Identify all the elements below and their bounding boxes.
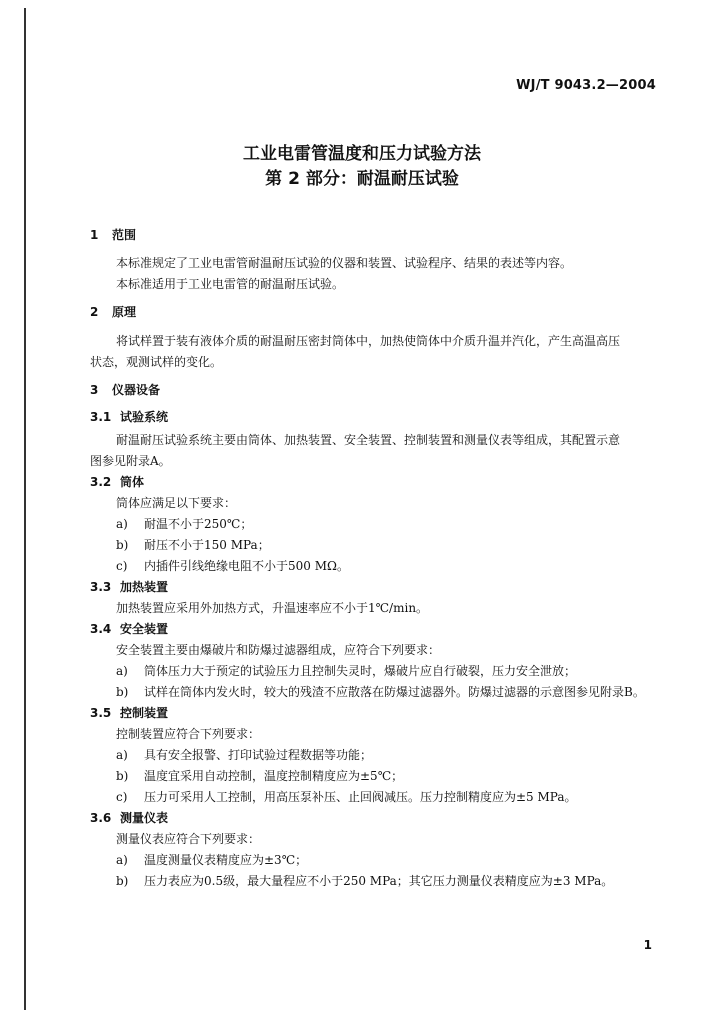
list-item-mark: a) [116, 664, 128, 678]
list-item [116, 788, 576, 805]
section-number: 3.2 [90, 475, 112, 489]
section-3-6-heading [90, 809, 168, 826]
list-item-text: 内插件引线绝缘电阻不小于500 MΩ。 [144, 559, 349, 573]
section-title: 控制装置 [120, 706, 169, 720]
section-number: 3 [90, 383, 99, 397]
list-item [116, 872, 613, 889]
section-title: 范围 [112, 228, 137, 242]
section-title: 原理 [112, 305, 137, 319]
list-item-mark: c) [116, 559, 128, 573]
section-title: 安全装置 [120, 622, 169, 636]
section-title: 测量仪表 [120, 811, 169, 825]
section-3-1-heading [90, 408, 168, 425]
list-item-text: 耐温不小于250℃； [144, 517, 253, 531]
sub-title: 第 2 部分：耐温耐压试验 [265, 169, 459, 189]
list-item-text: 具有安全报警、打印试验过程数据等功能； [144, 748, 373, 762]
section-1-paragraph-1: 本标准规定了工业电雷管耐温耐压试验的仪器和装置、试验程序、结果的表述等内容。 [116, 256, 573, 270]
list-item [116, 557, 349, 574]
list-item-text: 温度测量仪表精度应为±3℃； [144, 853, 308, 867]
section-3-heading [90, 381, 160, 398]
section-1-paragraph-2: 本标准适用于工业电雷管的耐温耐压试验。 [116, 277, 345, 291]
section-3-6-intro: 测量仪表应符合下列要求： [116, 832, 261, 846]
section-title: 试验系统 [120, 410, 169, 424]
document-code: WJ/T 9043.2—2004 [516, 78, 656, 93]
list-item-mark: b) [116, 538, 129, 552]
list-item-mark: b) [116, 769, 129, 783]
list-item-mark: b) [116, 874, 129, 888]
main-title: 工业电雷管温度和压力试验方法 [243, 144, 481, 164]
section-3-4-heading [90, 620, 168, 637]
list-item-text: 压力表应为0.5级，最大量程应不小于250 MPa；其它压力测量仪表精度应为±3 MPa。 [144, 874, 614, 888]
section-title: 仪器设备 [112, 383, 161, 397]
section-3-1-line-1: 耐温耐压试验系统主要由筒体、加热装置、安全装置、控制装置和测量仪表等组成，其配置示意 [116, 433, 621, 447]
section-3-2-heading [90, 473, 144, 490]
list-item-text: 压力可采用人工控制，用高压泵补压、止回阀减压。压力控制精度应为±5 MPa。 [144, 790, 577, 804]
section-3-3-heading [90, 578, 168, 595]
section-3-5-intro: 控制装置应符合下列要求： [116, 727, 261, 741]
section-2-heading [90, 303, 136, 320]
page-number: 1 [643, 938, 652, 952]
list-item-mark: b) [116, 685, 129, 699]
section-2-paragraph-line-2: 状态，观测试样的变化。 [90, 355, 223, 369]
section-3-3-text: 加热装置应采用外加热方式，升温速率应不小于1℃/min。 [116, 601, 429, 615]
section-title: 筒体 [120, 475, 145, 489]
document-title [0, 142, 724, 192]
list-item-mark: a) [116, 748, 128, 762]
list-item [116, 515, 252, 532]
section-number: 3.3 [90, 580, 112, 594]
list-item-text: 筒体压力大于预定的试验压力且控制失灵时，爆破片应自行破裂，压力安全泄放； [144, 664, 577, 678]
list-item-mark: c) [116, 790, 128, 804]
section-number: 1 [90, 228, 99, 242]
section-number: 3.4 [90, 622, 112, 636]
list-item-text: 耐压不小于150 MPa； [144, 538, 270, 552]
list-item [116, 662, 576, 679]
section-number: 3.5 [90, 706, 112, 720]
list-item-text: 温度宜采用自动控制，温度控制精度应为±5℃； [144, 769, 404, 783]
list-item [116, 767, 403, 784]
section-1-heading [90, 226, 136, 243]
section-3-1-line-2: 图参见附录A。 [90, 454, 171, 468]
section-3-2-intro: 筒体应满足以下要求： [116, 496, 237, 510]
section-3-5-heading [90, 704, 168, 721]
section-number: 2 [90, 305, 99, 319]
section-number: 3.6 [90, 811, 112, 825]
list-item [116, 683, 645, 700]
section-3-4-intro: 安全装置主要由爆破片和防爆过滤器组成，应符合下列要求： [116, 643, 441, 657]
section-number: 3.1 [90, 410, 112, 424]
list-item-mark: a) [116, 853, 128, 867]
section-2-paragraph-line-1: 将试样置于装有液体介质的耐温耐压密封筒体中，加热使筒体中介质升温并汽化，产生高温高压 [116, 334, 621, 348]
list-item [116, 536, 270, 553]
list-item-mark: a) [116, 517, 128, 531]
list-item [116, 746, 372, 763]
list-item-text: 试样在筒体内发火时，较大的残渣不应散落在防爆过滤器外。防爆过滤器的示意图参见附录B。 [144, 685, 645, 699]
section-title: 加热装置 [120, 580, 169, 594]
list-item [116, 851, 307, 868]
